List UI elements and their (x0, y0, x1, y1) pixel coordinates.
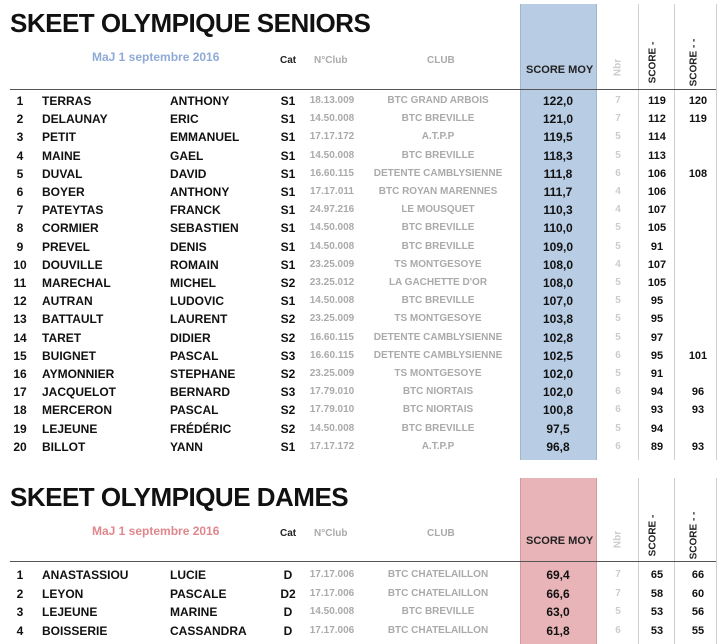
cell-rank: 2 (16, 112, 24, 127)
cell-nom: BATTAULT (42, 312, 104, 327)
dames-maj: MaJ 1 septembre 2016 (92, 524, 220, 538)
cell-nbr: 7 (615, 587, 621, 599)
cell-club-number: 23.25.009 (309, 313, 355, 325)
cell-rank: 19 (13, 421, 27, 436)
cell-nbr: 5 (615, 331, 621, 343)
cell-score2: 93 (691, 404, 705, 417)
cell-cat: S2 (280, 403, 296, 418)
cell-club-number: 14.50.008 (309, 240, 355, 252)
cell-nom: MAINE (42, 148, 81, 163)
cell-score2: 108 (688, 167, 708, 180)
cell-rank: 6 (16, 185, 24, 199)
cell-nbr: 5 (615, 313, 621, 325)
cell-score-moy: 122,0 (542, 94, 574, 108)
cell-prenom: STEPHANE (170, 367, 236, 381)
cell-club: LE MOUSQUET (401, 204, 475, 216)
cell-nbr: 6 (615, 624, 621, 636)
table-row (0, 420, 725, 438)
cell-nbr: 4 (615, 258, 621, 270)
cell-club-number: 14.50.008 (309, 422, 355, 434)
cell-cat: S2 (280, 367, 296, 381)
cell-score-moy: 100,8 (542, 403, 574, 418)
cell-club: TS MONTGESOYE (394, 258, 482, 270)
cell-rank: 18 (13, 403, 27, 418)
cell-score1: 95 (650, 349, 664, 362)
cell-club: BTC BREVILLE (401, 240, 475, 252)
cell-club-number: 17.17.006 (309, 587, 355, 599)
cell-club: BTC ROYAN MARENNES (378, 186, 498, 197)
cell-score-moy: 61,8 (546, 623, 570, 638)
cell-score1: 105 (647, 277, 667, 289)
cell-nbr: 5 (615, 149, 621, 161)
dames-hdr-score-moy: SCORE MOY (526, 535, 594, 547)
table-row (0, 201, 725, 219)
table-row (0, 603, 725, 621)
cell-score-moy: 110,3 (543, 203, 573, 218)
dames-hdr-score1: SCORE - (647, 514, 659, 557)
table-row (0, 566, 725, 584)
cell-club-number: 23.25.012 (309, 277, 355, 288)
cell-club-number: 14.50.008 (309, 149, 355, 161)
cell-score2: 93 (691, 440, 705, 453)
cell-nom: LEYON (42, 586, 84, 601)
table-row (0, 329, 725, 347)
cell-club-number: 16.60.115 (310, 331, 354, 343)
cell-nbr: 5 (615, 606, 621, 617)
cell-cat: S3 (280, 348, 296, 363)
dames-hdr-score2: SCORE - - (688, 511, 700, 560)
cell-prenom: ANTHONY (170, 185, 230, 199)
cell-prenom: LAURENT (170, 312, 228, 327)
cell-nbr: 4 (615, 186, 621, 197)
cell-nom: ANASTASSIOU (42, 568, 129, 582)
cell-rank: 3 (16, 130, 24, 145)
cell-club: A.T.P.P (421, 440, 455, 452)
seniors-hdr-nclub: N°Club (314, 55, 348, 66)
cell-nbr: 5 (615, 277, 621, 288)
cell-score-moy: 102,0 (542, 367, 574, 381)
cell-prenom: PASCAL (170, 403, 219, 418)
cell-score1: 119 (648, 95, 666, 107)
cell-prenom: LUDOVIC (170, 294, 224, 309)
cell-cat: D (283, 568, 293, 582)
table-row (0, 622, 725, 640)
cell-nom: DOUVILLE (42, 257, 103, 272)
cell-club: BTC CHATELAILLON (387, 624, 489, 636)
cell-club-number: 17.17.172 (309, 440, 355, 452)
cell-cat: S1 (280, 221, 296, 236)
cell-club: BTC BREVILLE (401, 222, 475, 234)
cell-rank: 16 (13, 367, 27, 381)
cell-club-number: 14.50.008 (309, 113, 355, 125)
cell-rank: 9 (16, 239, 24, 254)
cell-score1: 114 (648, 131, 666, 144)
cell-nbr: 6 (615, 386, 621, 398)
table-row (0, 383, 725, 401)
cell-rank: 17 (13, 385, 27, 400)
cell-cat: D2 (280, 586, 296, 601)
cell-cat: S2 (280, 312, 296, 327)
table-row (0, 585, 725, 603)
cell-prenom: DAVID (170, 166, 207, 181)
cell-club-number: 14.50.008 (309, 295, 355, 307)
cell-prenom: MICHEL (170, 276, 216, 290)
table-row (0, 147, 725, 165)
cell-score-moy: 66,6 (546, 586, 570, 601)
cell-club-number: 17.17.172 (309, 131, 355, 143)
cell-rank: 2 (16, 586, 24, 601)
cell-score1: 107 (647, 258, 667, 271)
cell-club-number: 24.97.216 (309, 204, 355, 216)
cell-score-moy: 63,0 (546, 605, 570, 619)
cell-score1: 91 (650, 368, 664, 380)
cell-nom: DUVAL (42, 166, 83, 181)
cell-nbr: 6 (615, 404, 621, 416)
cell-club-number: 16.60.115 (310, 167, 354, 179)
cell-club: A.T.P.P (421, 131, 455, 143)
cell-score-moy: 97,5 (546, 421, 570, 436)
cell-rank: 8 (16, 221, 24, 236)
cell-club-number: 18.13.009 (309, 95, 355, 106)
cell-score1: 106 (647, 167, 667, 180)
cell-score1: 53 (650, 624, 664, 637)
cell-rank: 3 (16, 605, 24, 619)
cell-nbr: 7 (615, 569, 621, 580)
cell-score2: 120 (688, 95, 708, 107)
cell-prenom: FRÉDÉRIC (170, 421, 232, 436)
cell-rank: 5 (16, 166, 24, 181)
cell-score-moy: 111,7 (543, 185, 573, 199)
table-row (0, 92, 725, 110)
cell-score2: 56 (691, 606, 705, 618)
cell-rank: 1 (16, 94, 24, 108)
cell-nom: MERCERON (42, 403, 113, 418)
cell-prenom: YANN (170, 439, 203, 454)
cell-nom: PETIT (42, 130, 77, 145)
cell-club: TS MONTGESOYE (394, 313, 482, 325)
cell-cat: S1 (280, 166, 296, 181)
cell-cat: S1 (280, 294, 296, 309)
table-row (0, 310, 725, 328)
cell-score1: 105 (647, 222, 667, 235)
cell-score-moy: 108,0 (542, 257, 574, 272)
cell-rank: 10 (13, 257, 27, 272)
cell-nbr: 5 (615, 222, 621, 234)
cell-score-moy: 96,8 (546, 439, 570, 454)
cell-cat: S1 (280, 94, 296, 108)
cell-cat: S1 (280, 112, 296, 127)
cell-nbr: 5 (615, 240, 621, 252)
cell-rank: 14 (13, 330, 27, 345)
cell-club: DETENTE CAMBLYSIENNE (373, 331, 503, 343)
cell-score2: 60 (691, 587, 705, 600)
cell-nbr: 5 (615, 422, 621, 434)
table-row (0, 401, 725, 419)
cell-rank: 13 (13, 312, 27, 327)
seniors-hdr-score1: SCORE - (647, 41, 659, 84)
cell-nom: TARET (42, 330, 82, 345)
cell-score-moy: 109,0 (542, 239, 574, 254)
cell-cat: S1 (280, 203, 296, 218)
seniors-hdr-cat: Cat (280, 55, 297, 66)
cell-club: BTC NIORTAIS (402, 386, 474, 398)
cell-nom: BOISSERIE (42, 623, 108, 638)
table-row (0, 110, 725, 128)
cell-club-number: 17.17.006 (309, 624, 355, 636)
cell-cat: S2 (280, 330, 296, 345)
cell-club-number: 17.79.010 (309, 404, 355, 416)
seniors-hdr-nbr: Nbr (612, 58, 624, 77)
table-row (0, 256, 725, 274)
cell-nbr: 7 (615, 113, 621, 125)
cell-cat: S1 (280, 130, 296, 145)
cell-club-number: 14.50.008 (309, 222, 355, 234)
dames-hdr-cat: Cat (280, 528, 297, 539)
cell-score-moy: 110,0 (543, 221, 573, 236)
cell-nom: TERRAS (42, 94, 92, 108)
cell-cat: S1 (280, 185, 296, 199)
cell-club-number: 17.17.011 (310, 186, 354, 197)
cell-nom: DELAUNAY (42, 112, 108, 127)
cell-score-moy: 108,0 (542, 276, 574, 290)
cell-prenom: FRANCK (170, 203, 221, 218)
cell-score2: 96 (691, 386, 705, 399)
cell-club-number: 17.79.010 (309, 386, 355, 398)
cell-rank: 12 (13, 294, 27, 309)
table-row (0, 347, 725, 365)
cell-score-moy: 69,4 (546, 568, 570, 582)
cell-score1: 112 (648, 113, 666, 126)
cell-score1: 53 (650, 606, 664, 618)
cell-cat: S2 (280, 276, 296, 290)
cell-prenom: CASSANDRA (170, 623, 247, 638)
dames-hdr-club: CLUB (427, 528, 455, 539)
cell-nom: PATEYTAS (42, 203, 104, 218)
cell-cat: S1 (280, 257, 296, 272)
cell-club-number: 23.25.009 (309, 368, 355, 379)
cell-prenom: PASCAL (170, 348, 219, 363)
cell-nom: PREVEL (42, 239, 91, 254)
cell-nbr: 6 (615, 440, 621, 452)
table-row (0, 238, 725, 256)
cell-score1: 58 (650, 587, 664, 600)
cell-rank: 11 (13, 276, 27, 290)
cell-nom: MARECHAL (42, 276, 111, 290)
cell-score-moy: 118,3 (543, 148, 573, 163)
table-row (0, 274, 725, 292)
cell-nom: LEJEUNE (42, 421, 98, 436)
cell-cat: S1 (280, 239, 296, 254)
seniors-hdr-score-moy: SCORE MOY (526, 64, 594, 76)
cell-club: BTC CHATELAILLON (387, 587, 489, 599)
cell-nbr: 5 (615, 368, 621, 379)
cell-cat: S1 (280, 439, 296, 454)
table-row (0, 219, 725, 237)
cell-score1: 106 (647, 186, 667, 198)
cell-score-moy: 102,0 (542, 385, 574, 400)
table-row (0, 365, 725, 383)
cell-nbr: 7 (615, 95, 621, 106)
cell-prenom: EMMANUEL (170, 130, 240, 145)
cell-cat: D (283, 623, 293, 638)
cell-prenom: PASCALE (170, 586, 227, 601)
cell-club: BTC BREVILLE (401, 149, 475, 161)
cell-score2: 66 (691, 569, 705, 581)
cell-club: BTC GRAND ARBOIS (387, 95, 489, 106)
table-row (0, 165, 725, 183)
cell-rank: 15 (13, 348, 27, 363)
table-row (0, 292, 725, 310)
cell-club: DETENTE CAMBLYSIENNE (373, 349, 503, 361)
cell-prenom: MARINE (170, 605, 218, 619)
cell-score1: 95 (650, 295, 664, 308)
cell-score1: 65 (650, 569, 664, 581)
table-row (0, 128, 725, 146)
cell-club-number: 14.50.008 (309, 606, 355, 617)
cell-cat: S3 (280, 385, 296, 400)
cell-club: BTC NIORTAIS (402, 404, 474, 416)
cell-nom: AUTRAN (42, 294, 93, 309)
cell-score1: 113 (648, 149, 666, 162)
cell-nbr: 6 (615, 167, 621, 179)
cell-score1: 94 (650, 386, 664, 399)
cell-score1: 95 (650, 313, 664, 326)
cell-score2: 119 (689, 113, 707, 126)
cell-rank: 20 (13, 439, 27, 454)
cell-prenom: SEBASTIEN (170, 221, 239, 236)
cell-prenom: ANTHONY (170, 94, 230, 108)
cell-cat: S1 (280, 148, 296, 163)
cell-prenom: BERNARD (170, 385, 230, 400)
cell-rank: 4 (16, 623, 24, 638)
cell-nom: JACQUELOT (42, 385, 117, 400)
cell-nom: LEJEUNE (42, 605, 98, 619)
cell-score2: 101 (688, 349, 708, 362)
cell-club-number: 16.60.115 (310, 349, 354, 361)
cell-nbr: 6 (615, 349, 621, 361)
cell-prenom: DIDIER (170, 330, 211, 345)
cell-nbr: 4 (615, 204, 621, 216)
cell-score-moy: 111,8 (543, 166, 573, 181)
cell-rank: 4 (16, 148, 24, 163)
cell-rank: 7 (16, 203, 24, 218)
cell-prenom: GAEL (170, 148, 204, 163)
cell-nbr: 5 (615, 131, 621, 143)
dames-hdr-nclub: N°Club (314, 528, 348, 539)
cell-club-number: 17.17.006 (309, 569, 355, 580)
cell-score1: 94 (650, 422, 664, 435)
cell-score1: 91 (650, 240, 664, 253)
cell-score-moy: 119,5 (543, 130, 573, 145)
cell-prenom: DENIS (170, 239, 207, 254)
cell-club: LA GACHETTE D'OR (388, 277, 488, 288)
cell-club: BTC BREVILLE (401, 422, 475, 434)
cell-nom: BOYER (42, 185, 85, 199)
cell-club-number: 23.25.009 (309, 258, 355, 270)
cell-cat: S2 (280, 421, 296, 436)
cell-nom: BUIGNET (42, 348, 96, 363)
cell-club: BTC CHATELAILLON (387, 569, 489, 580)
cell-score-moy: 102,5 (542, 348, 574, 363)
table-row (0, 438, 725, 456)
cell-nom: CORMIER (42, 221, 99, 236)
cell-nom: BILLOT (42, 439, 86, 454)
cell-score1: 93 (650, 404, 664, 417)
seniors-hdr-score2: SCORE - - (688, 38, 700, 87)
cell-score-moy: 103,8 (542, 312, 574, 327)
cell-club: TS MONTGESOYE (394, 368, 482, 379)
cell-score1: 97 (650, 331, 664, 344)
cell-nom: AYMONNIER (42, 367, 115, 381)
cell-club: DETENTE CAMBLYSIENNE (373, 167, 503, 179)
cell-score2: 55 (691, 624, 705, 637)
cell-score-moy: 102,8 (542, 330, 574, 345)
cell-score-moy: 107,0 (542, 294, 574, 309)
seniors-hdr-club: CLUB (427, 55, 455, 66)
cell-prenom: LUCIE (170, 568, 206, 582)
seniors-title: SKEET OLYMPIQUE SENIORS (10, 8, 371, 38)
dames-title: SKEET OLYMPIQUE DAMES (10, 482, 349, 512)
cell-score-moy: 121,0 (542, 112, 574, 127)
cell-nbr: 5 (615, 295, 621, 307)
cell-score1: 89 (650, 440, 664, 453)
cell-score1: 107 (647, 204, 667, 217)
cell-cat: D (283, 605, 293, 619)
cell-club: BTC BREVILLE (401, 606, 475, 617)
cell-prenom: ERIC (170, 112, 199, 127)
cell-club: BTC BREVILLE (401, 295, 475, 307)
cell-club: BTC BREVILLE (401, 113, 475, 125)
cell-rank: 1 (16, 568, 24, 582)
dames-hdr-nbr: Nbr (612, 530, 624, 549)
table-row (0, 183, 725, 201)
cell-prenom: ROMAIN (170, 257, 219, 272)
seniors-maj: MaJ 1 septembre 2016 (92, 50, 220, 64)
